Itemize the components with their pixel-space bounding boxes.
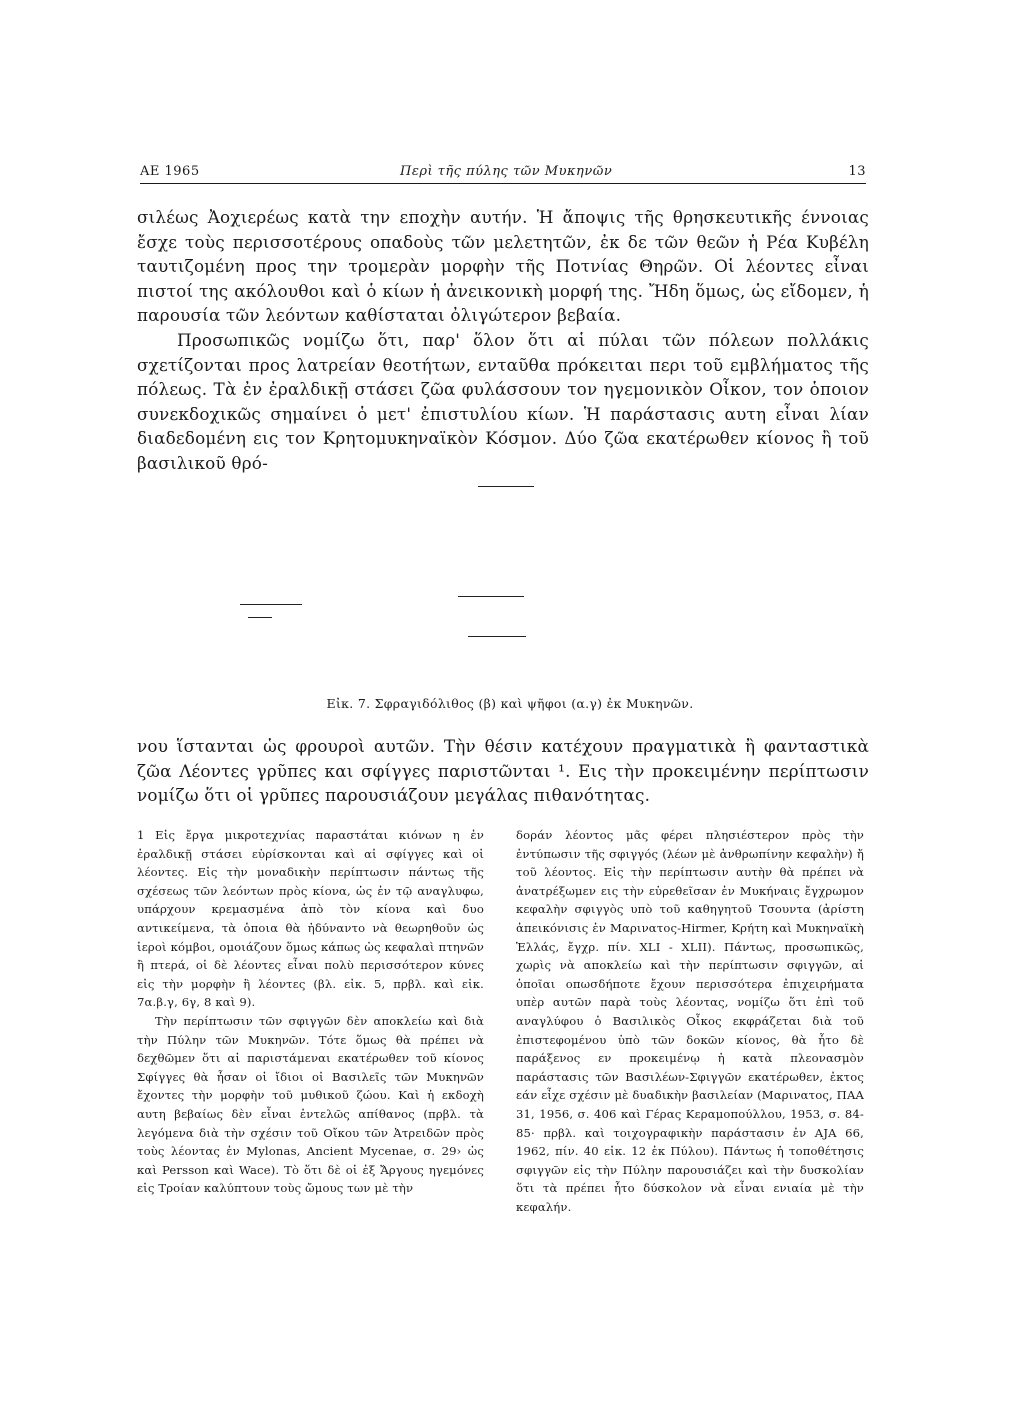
figure-mark (248, 617, 272, 618)
figure-caption: Εἰκ. 7. Σφραγιδόλιθος (β) καὶ ψῆφοι (α.γ) ἐκ Μυκηνῶν. (326, 696, 694, 711)
running-title: Περὶ τῆς πύλης τῶν Μυκηνῶν (400, 164, 613, 179)
body-paragraph-1: σιλέως Ἀοχιερέως κατὰ την εποχὴν αυτήν. Ἡ ἄποψις τῆς θρησκευτικῆς έννοιας ἔσχε τοὺς περισσοτέρους οπαδοὺς τῶν μελετητῶν, ἐκ δε τῶν θεῶν ἡ Ρέα Κυβέλη ταυτιζομένη προς την τρομερὰν μορφὴν τῆς Ποτνίας Θηρῶν. Οἱ λέοντες εἶναι πιστοί της ακόλουθοι καὶ ὁ κίων ἡ ἀνεικονικὴ μορφή της. Ἤδη ὅμως, ὡς εἴδομεν, ἡ παρουσία τῶν λεόντων καθίσταται ὀλιγώτερον βεβαία. (137, 207, 869, 326)
page-header (140, 164, 866, 184)
footnote-1-continuation: Τὴν περίπτωσιν τῶν σφιγγῶν δὲν αποκλείω καὶ διὰ τὴν Πύλην τῶν Μυκηνῶν. Τότε ὅμως θὰ πρέπει νὰ δεχθῶμεν ὅτι αἱ παριστάμεναι εκατέρωθεν τοῦ κίονος Σφίγγες θὰ ἦσαν οἱ ἴδιοι οἱ Βασιλεῖς τῶν Μυκηνῶν ἔχοντες τὴν μορφὴν τοῦ μυθικοῦ ζώου. Καὶ ἡ εκδοχὴ αυτη βεβαίως δὲν εἶναι ἐντελῶς απίθανος (πρβλ. τὰ λεγόμενα διὰ τὴν σχέσιν τοῦ Οἴκου τῶν Ἀτρειδῶν πρὸς τοὺς λέοντας ἐν Mylonas, Ancient Mycenae, σ. 29› ὡς καὶ Persson καὶ Wace). Τὸ ὅτι δὲ οἱ ἐξ Ἄργους ηγεμόνες εἰς Τροίαν καλύπτουν τοὺς ὤμους των μὲ τὴν (137, 1013, 484, 1196)
body-paragraph-3: νου ἵστανται ὡς φρουροὶ αυτῶν. Τὴν θέσιν κατέχουν πραγματικὰ ἢ φανταστικὰ ζῶα Λέοντες γρῦπες και σφίγγες παριστῶνται ¹. Εις τὴν προκειμένην περίπτωσιν νομίζω ὅτι οἱ γρῦπες παρουσιάζουν μεγάλας πιθανότητας. (137, 736, 869, 806)
journal-label: ΑΕ 1965 (140, 164, 200, 179)
figure-mark (458, 596, 524, 597)
body-text-top (137, 205, 869, 476)
figure-mark (240, 604, 302, 605)
page-number: 13 (848, 164, 866, 179)
body-paragraph-2: Προσωπικῶς νομίζω ὅτι, παρ' ὅλον ὅτι αἱ πύλαι τῶν πόλεων πολλάκις σχετίζονται προς λατρείαν θεοτήτων, ενταῦθα πρόκειται περι τοῦ εμβλήματος τῆς πόλεως. Τὰ ἐν ἐραλδικῇ στάσει ζῶα φυλάσσουν τον ηγεμονικὸν Οἶκον, τον ὁποιον συνεκδοχικῶς σημαίνει ὁ μετ' ἐπιστυλίου κίων. Ἡ παράστασις αυτη εἶναι λίαν διαδεδομένη εις τον Κρητομυκηναϊκὸν Κόσμον. Δύο ζῶα εκατέρωθεν κίονος ἢ τοῦ βασιλικοῦ θρό- (137, 329, 869, 473)
header-rule (140, 183, 866, 184)
footnote-1-text: 1 Εἰς ἔργα μικροτεχνίας παραστάται κιόνων η ἐν ἐραλδικῇ στάσει εὑρίσκονται καὶ αἱ σφίγγες καὶ οἱ λέοντες. Εἰς τὴν μοναδικὴν περίπτωσιν πάντως τῆς σχέσεως τῶν λεόντων πρὸς κίονα, ὡς ἐν τῷ αναγλυφω, υπάρχουν κρεμασμένα ἀπὸ τὸν κίονα καὶ δυο αντικείμενα, τὰ ὁποια θὰ ἠδύναντο νὰ θεωρηθοῦν ὡς ἱεροὶ κόμβοι, ομοιάζουν ὅμως κάπως ὡς κεφαλαὶ πτηνῶν ἢ πτερά, οἱ δὲ λέοντες εἶναι πολὺ περισσότερον κύνες εἰς τὴν μορφὴν ἢ λέοντες (βλ. εἰκ. 5, πρβλ. καὶ εἰκ. 7α.β.γ, 6γ, 8 καὶ 9). (137, 828, 484, 1010)
footnote-1-right-text: δοράν λέοντος μᾶς φέρει πλησιέστερον πρὸς τὴν ἐντύπωσιν τῆς σφιγγός (λέων μὲ ἀνθρωπίνην κεφαλὴν) ἤ τοῦ λέοντος. Εἰς τὴν περίπτωσιν αυτὴν θὰ πρέπει νὰ ἀνατρέξωμεν εις τὴν εὑρεθεῖσαν ἐν Μυκήναις ἔγχρωμον κεφαλὴν σφιγγὸς υπὸ τοῦ καθηγητοῦ Τσουντα (ἀρίστη ἀπεικόνισις ἐν Μαρινατος-Hirmer, Κρήτη καὶ Μυκηναϊκὴ Ἑλλάς, ἔγχρ. πίν. XLI - XLII). Πάντως, προσωπικῶς, χωρὶς νὰ αποκλείω καὶ τὴν περίπτωσιν σφιγγῶν, αἱ ὁποῖαι οπωσδήποτε ἔχουν περισσότερα ἐπιχειρήματα υπὲρ αυτῶν παρὰ τοὺς λέοντας, νομίζω ὅτι ἐπὶ τοῦ αναγλύφου ὁ Βασιλικὸς Οἶκος εκφράζεται διὰ τοῦ ἐπιστεφομένου ὑπὸ τῶν δοκῶν κίονος, θὰ ἦτο δὲ παράξενος εν προκειμένῳ ἡ κατὰ πλεονασμὸν παράστασις τῶν Βασιλέων-Σφιγγῶν εκατέρωθεν, ἐκτος εάν εἶχε σχέσιν μὲ δυαδικὴν βασιλείαν (Μαρινατος, ΠΑΑ 31, 1956, σ. 406 καὶ Γέρας Κεραμοπούλλου, 1953, σ. 84-85· πρβλ. καὶ τοιχογραφικὴν παράστασιν ἐν AJA 66, 1962, πίν. 40 εἰκ. 12 ἐκ Πύλου). Πάντως ἡ τοποθέτησις σφιγγῶν εἰς τὴν Πύλην παρουσιάζει καὶ τὴν δυσκολίαν ὅτι τὰ πρέπει ἦτο δύσκολον νὰ εἶναι ενιαία μὲ τὴν κεφαλήν. (516, 828, 864, 1214)
footnote-column-right (516, 826, 864, 1216)
figure-mark (478, 486, 534, 487)
figure-mark (468, 636, 526, 637)
footnote-column-left (137, 826, 484, 1198)
body-text-bottom (137, 734, 869, 808)
